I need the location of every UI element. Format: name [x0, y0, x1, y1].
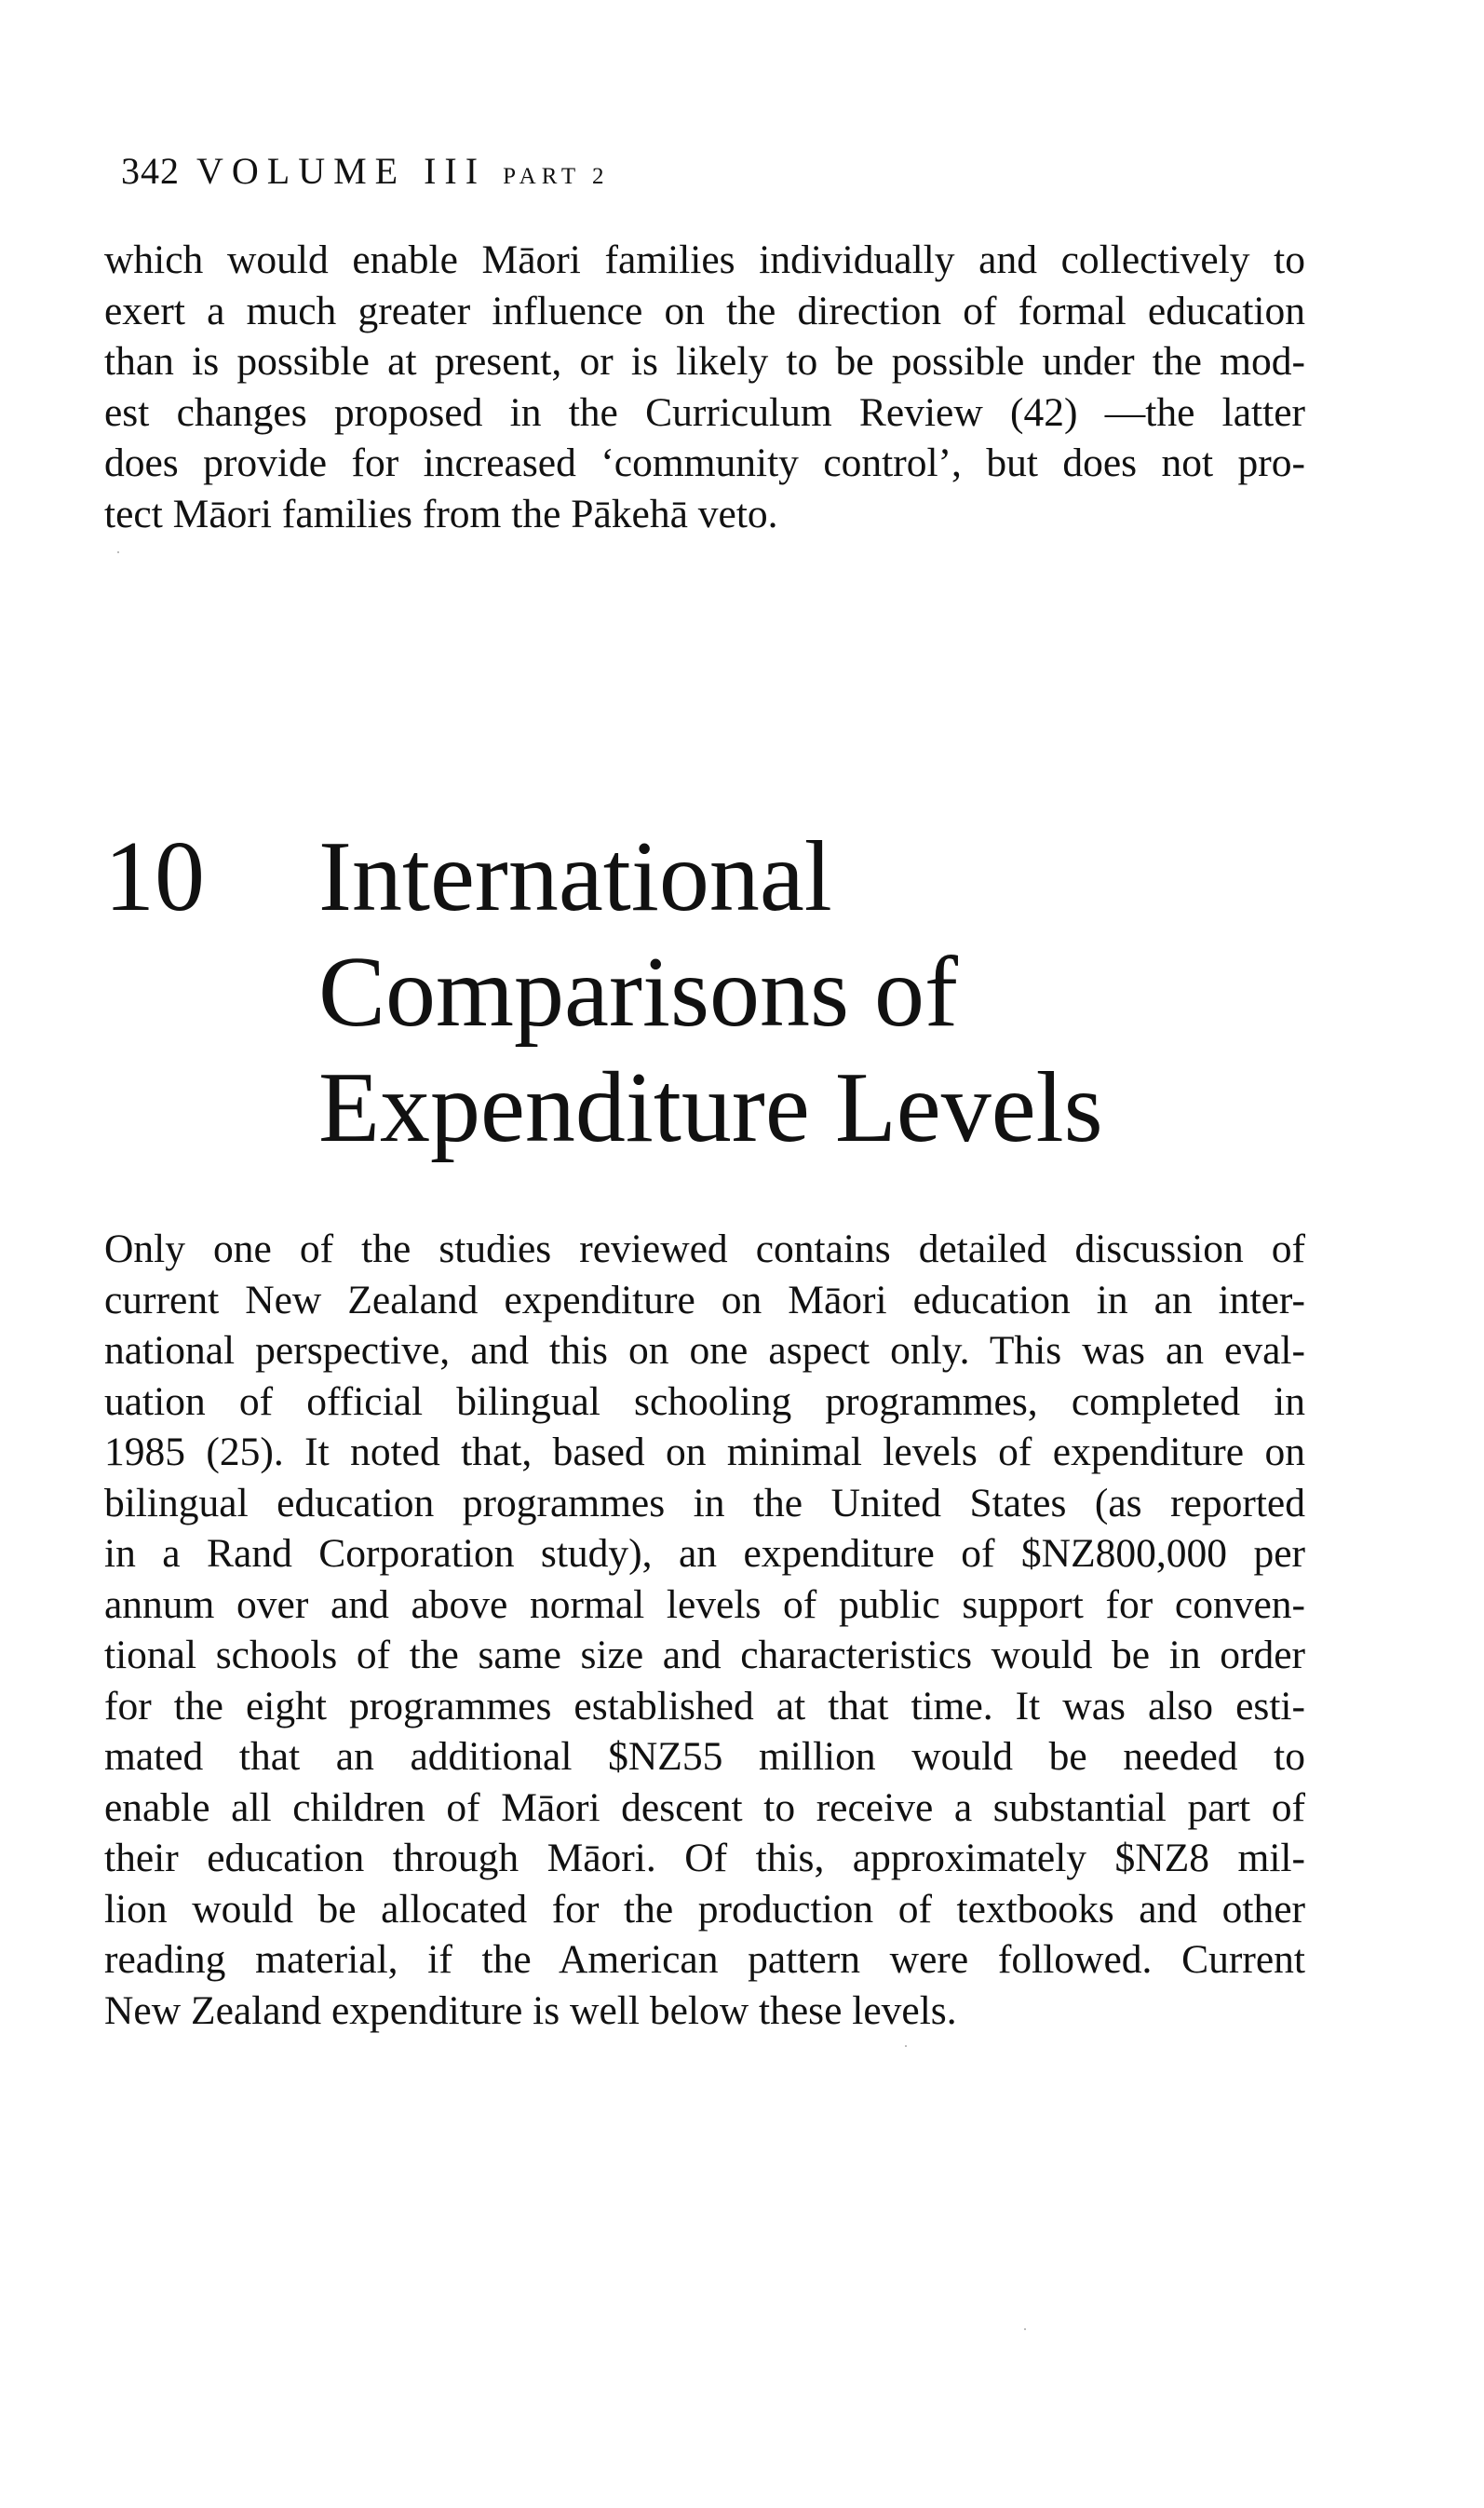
paragraph-line: lion would be allocated for the production of textbooks and other [104, 1886, 1305, 1932]
scan-speck [1024, 2328, 1026, 2330]
paragraph-line: annum over and above normal levels of public support for conven- [104, 1581, 1305, 1627]
chapter-title-line: Expenditure Levels [318, 1052, 1103, 1163]
paragraph-line: exert a much greater influence on the direction of formal education [104, 288, 1305, 333]
chapter-heading [104, 820, 1389, 1173]
paragraph-line: their education through Māori. Of this, approximately $NZ8 mil- [104, 1836, 1305, 1880]
paragraph-line: does provide for increased ‘community control’, but does not pro- [104, 441, 1305, 485]
paragraph-line: in a Rand Corporation study), an expenditure of $NZ800,000 per [104, 1531, 1305, 1576]
part-label: PART 2 [503, 164, 610, 189]
scan-speck [117, 551, 119, 553]
body-paragraph [104, 1224, 1305, 2036]
paragraph-line: reading material, if the American pattern were followed. Current [104, 1937, 1305, 1982]
page-number: 342 [121, 150, 180, 192]
paragraph-line: than is possible at present, or is likely to be possible under the mod- [104, 339, 1305, 384]
paragraph-line: current New Zealand expenditure on Māori education in an inter- [104, 1277, 1305, 1322]
paragraph-line: est changes proposed in the Curriculum Review (42) —the latter [104, 389, 1305, 435]
scan-speck [905, 2045, 907, 2047]
paragraph-line: tect Māori families from the Pākehā veto. [104, 491, 778, 536]
chapter-number: 10 [104, 821, 205, 932]
chapter-title-line: International [318, 821, 832, 932]
volume-label: VOLUME III [196, 150, 487, 192]
paragraph-line: national perspective, and this on one aspect only. This was an eval- [104, 1328, 1305, 1373]
running-head [121, 149, 609, 199]
paragraph-line: tional schools of the same size and characteristics would be in order [104, 1633, 1305, 1677]
paragraph-line: uation of official bilingual schooling programmes, completed in [104, 1378, 1305, 1424]
chapter-title [318, 820, 1103, 1166]
paragraph-line: which would enable Māori families individually and collectively to [104, 237, 1305, 282]
paragraph-line: enable all children of Māori descent to receive a substantial part of [104, 1784, 1305, 1830]
chapter-title-line: Comparisons of [318, 937, 958, 1048]
paragraph-line: for the eight programmes established at that time. It was also esti- [104, 1683, 1305, 1728]
continued-paragraph [104, 235, 1305, 539]
paragraph-line: mated that an additional $NZ55 million would be needed to [104, 1734, 1305, 1779]
paragraph-line: New Zealand expenditure is well below these levels. [104, 1987, 957, 2033]
paragraph-line: Only one of the studies reviewed contains detailed discussion of [104, 1227, 1305, 1271]
paragraph-line: bilingual education programmes in the United States (as reported [104, 1480, 1305, 1525]
paragraph-line: 1985 (25). It noted that, based on minimal levels of expenditure on [104, 1430, 1305, 1474]
